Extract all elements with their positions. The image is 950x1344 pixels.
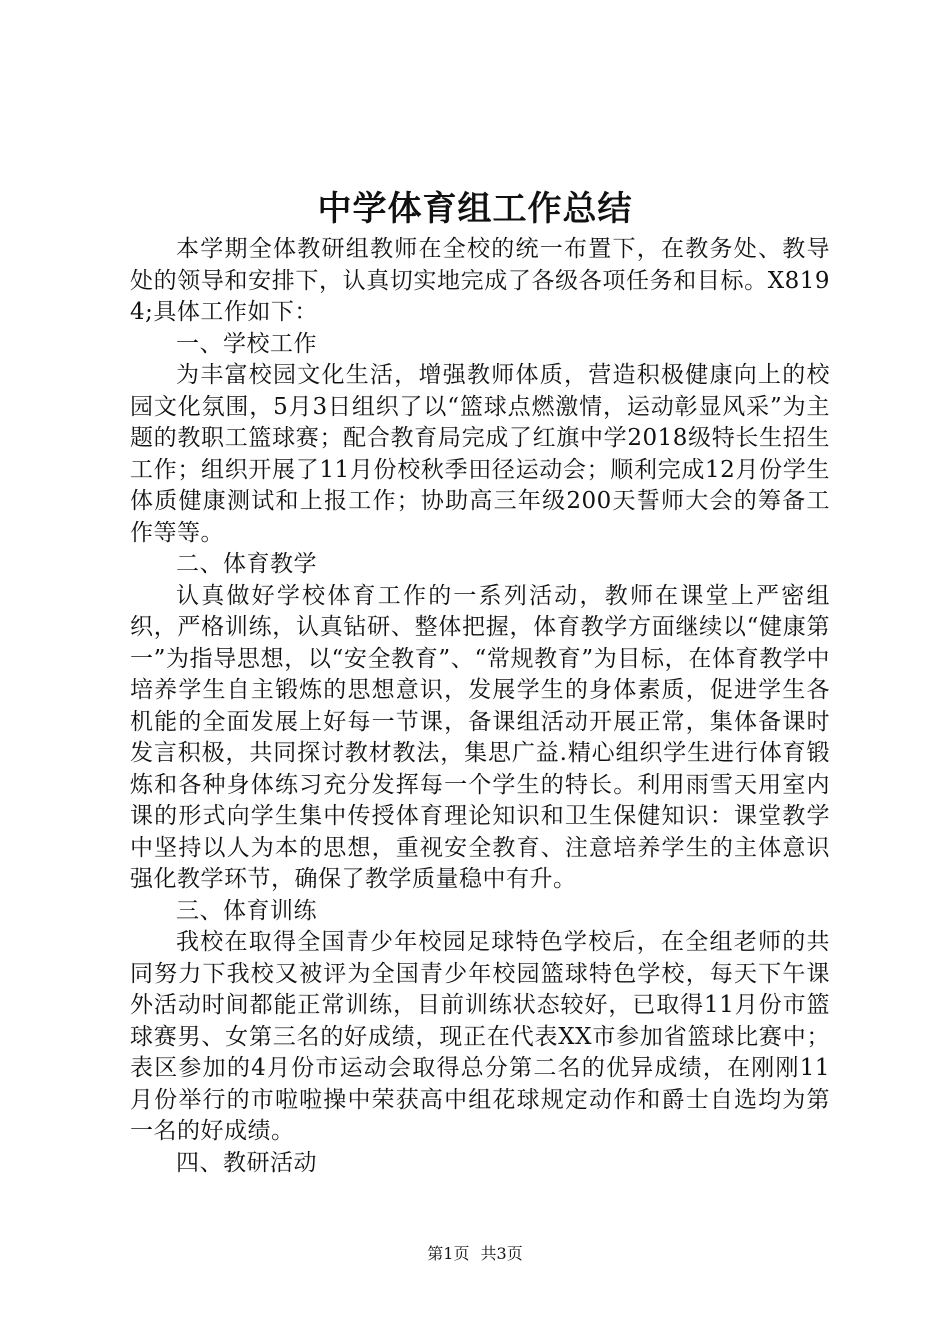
intro-paragraph: 本学期全体教研组教师在全校的统一布置下，在教务处、教导处的领导和安排下，认真切实地完成了各级各项任务和目标。X8194;具体工作如下： [130, 236, 830, 325]
page-total: 共3页 [480, 1244, 523, 1263]
document-title: 中学体育组工作总结 [317, 189, 633, 229]
section-heading-pe-training: 三、体育训练 [176, 897, 317, 924]
school-work-paragraph: 为丰富校园文化生活，增强教师体质，营造积极健康向上的校园文化氛围，5月3日组织了以“篮球点燃激情，运动彰显风采”为主题的教职工篮球赛；配合教育局完成了红旗中学2018级特长生招生工作；组织开展了11月份校秋季田径运动会；顺利完成12月份学生体质健康测试和上报工作；协助高三年级200天誓师大会的筹备工作等等。 [130, 362, 830, 546]
section-heading-teaching-research: 四、教研活动 [176, 1149, 317, 1176]
page-footer [0, 1243, 950, 1265]
document-body [130, 234, 830, 1179]
section-heading-pe-teaching: 二、体育教学 [176, 551, 317, 577]
pe-training-paragraph: 我校在取得全国青少年校园足球特色学校后，在全组老师的共同努力下我校又被评为全国青少年校园篮球特色学校，每天下午课外活动时间都能正常训练，目前训练状态较好，已取得11月份市篮球赛男、女第三名的好成绩，现正在代表XX市参加省篮球比赛中；表区参加的4月份市运动会取得总分第二名的优异成绩，在刚刚11月份举行的市啦啦操中荣获高中组花球规定动作和爵士自选均为第一名的好成绩。 [130, 929, 830, 1144]
pe-teaching-paragraph: 认真做好学校体育工作的一系列活动，教师在课堂上严密组织，严格训练，认真钻研、整体把握，体育教学方面继续以“健康第一”为指导思想，以“安全教育”、“常规教育”为目标，在体育教学中培养学生自主锻炼的思想意识，发展学生的身体素质，促进学生各机能的全面发展上好每一节课，备课组活动开展正常，集体备课时发言积极，共同探讨教材教法，集思广益.精心组织学生进行体育锻炼和各种身体练习充分发挥每一个学生的特长。利用雨雪天用室内课的形式向学生集中传授体育理论知识和卫生保健知识：课堂教学中坚持以人为本的思想，重视安全教育、注意培养学生的主体意识强化教学环节，确保了教学质量稳中有升。 [130, 582, 830, 892]
section-heading-school-work: 一、学校工作 [176, 330, 317, 357]
page-number: 第1页 [427, 1244, 470, 1263]
